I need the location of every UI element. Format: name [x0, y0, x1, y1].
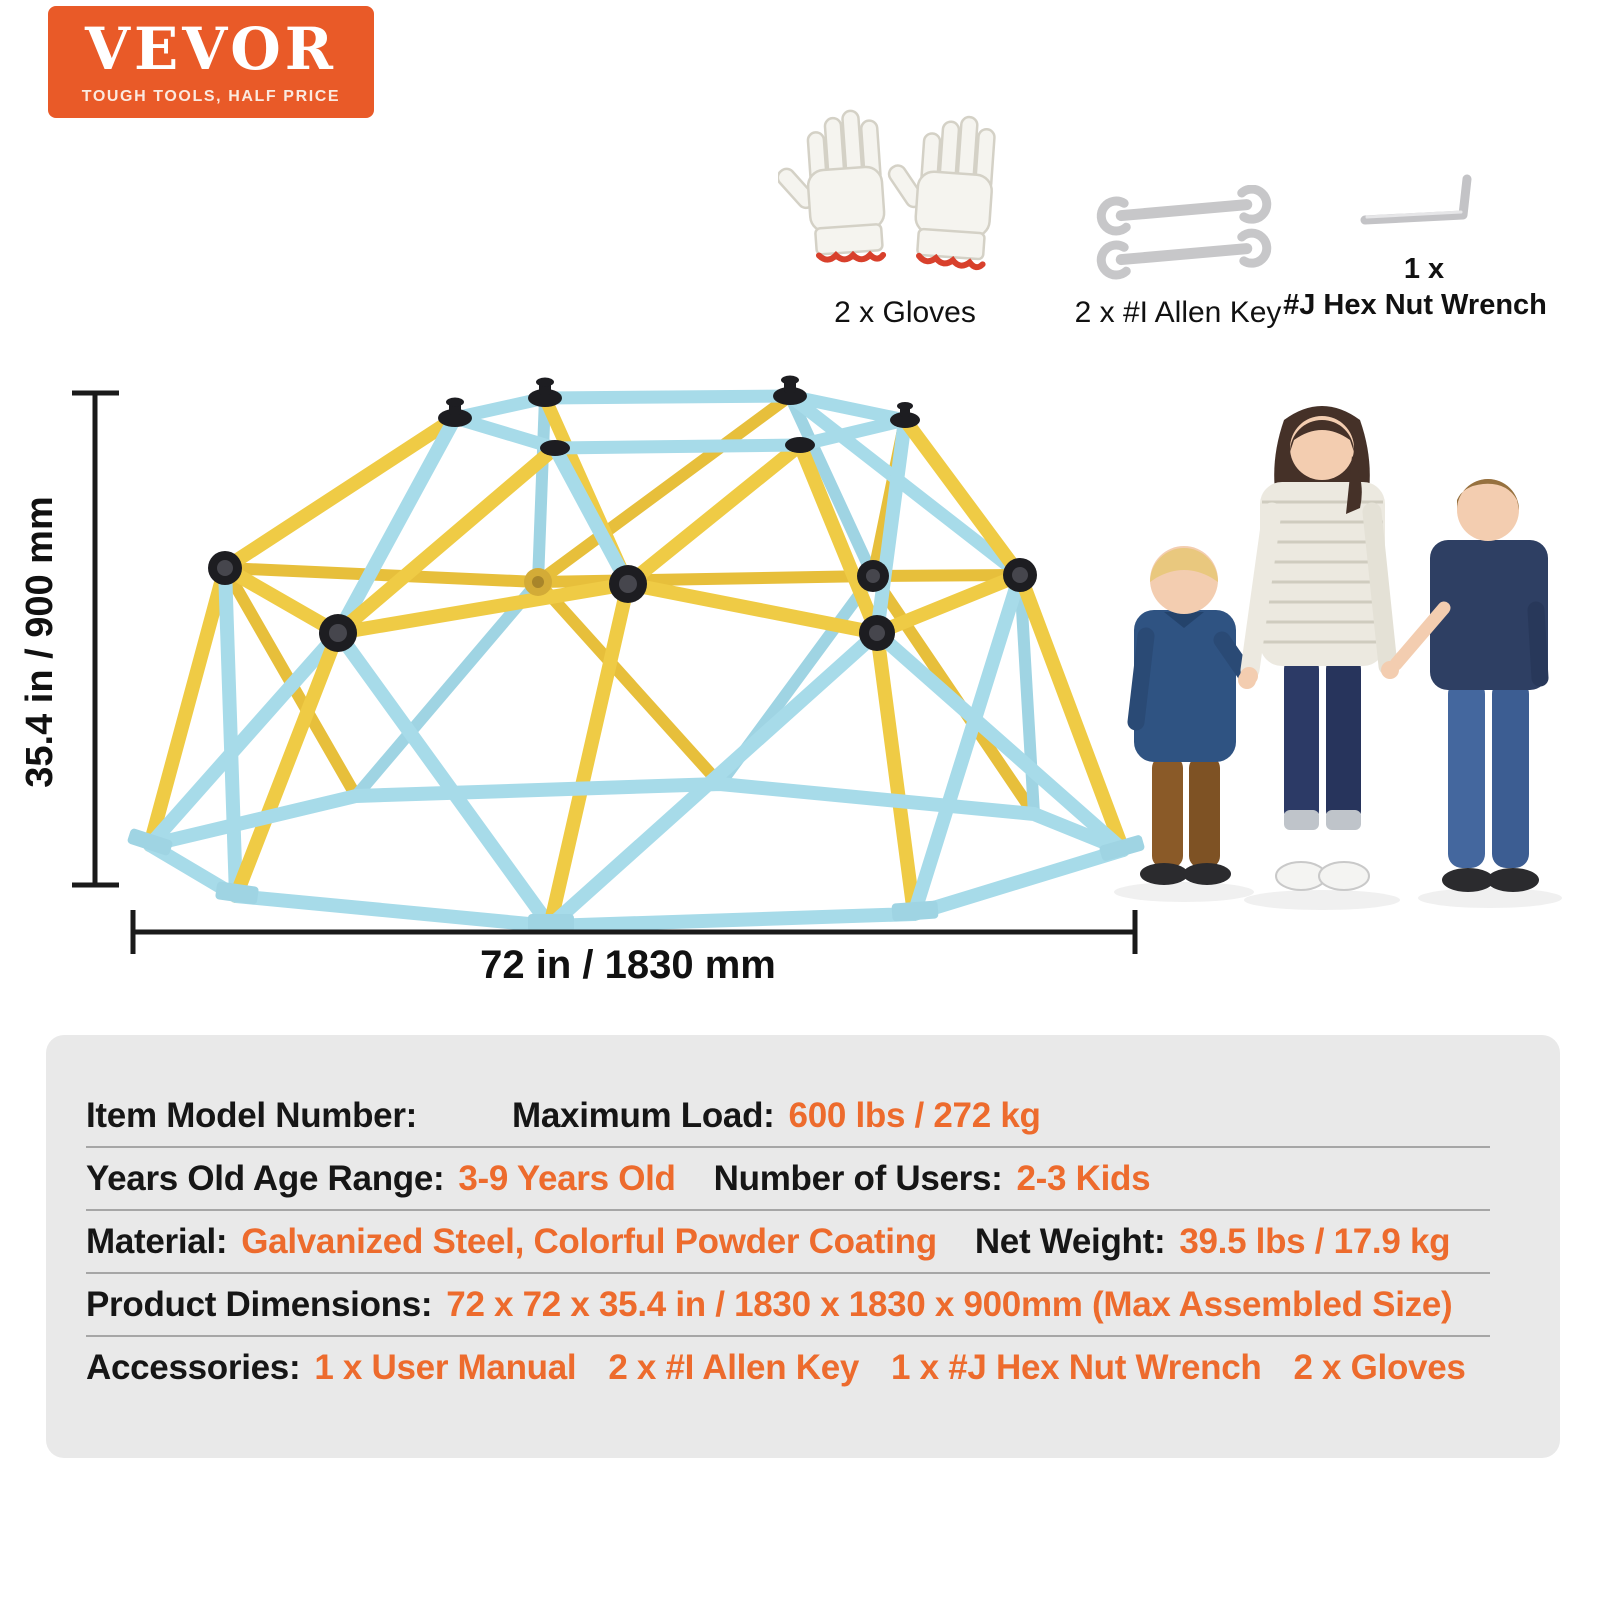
vevor-logo-text: VEVOR	[85, 15, 337, 83]
spec-divider	[86, 1335, 1490, 1337]
allen-key-icon	[1095, 185, 1275, 290]
spec-value-maximum-load: 600 lbs / 272 kg	[788, 1095, 1041, 1135]
vevor-logo-tagline: TOUGH TOOLS, HALF PRICE	[81, 88, 341, 105]
spec-row-material-weight	[86, 1211, 1548, 1272]
spec-value-age-range: 3-9 Years Old	[458, 1158, 676, 1198]
gloves-label: 2 x Gloves	[834, 296, 976, 329]
hex-nut-wrench-label: #J Hex Nut Wrench	[1283, 289, 1547, 321]
spec-value-product-dimensions: 72 x 72 x 35.4 in / 1830 x 1830 x 900mm (Max Assembled Size)	[446, 1284, 1453, 1324]
vevor-logo	[48, 6, 374, 118]
height-dimension-label: 35.4 in / 900 mm	[19, 496, 61, 788]
spec-divider	[86, 1209, 1490, 1211]
spec-value-hex-nut-wrench: 1 x #J Hex Nut Wrench	[891, 1347, 1262, 1387]
spec-row-age-users	[86, 1148, 1548, 1209]
allen-key-label: 2 x #I Allen Key	[1074, 296, 1282, 329]
width-dimension-label: 72 in / 1830 mm	[480, 943, 776, 987]
spec-label-net-weight: Net Weight:	[974, 1221, 1166, 1261]
spec-divider	[86, 1272, 1490, 1274]
spec-label-age-range: Years Old Age Range:	[86, 1158, 445, 1198]
spec-value-gloves: 2 x Gloves	[1293, 1347, 1466, 1387]
climbing-dome-illustration	[127, 376, 1146, 933]
spec-label-product-dimensions: Product Dimensions:	[86, 1284, 433, 1324]
gloves-icon	[778, 105, 1038, 305]
spec-value-allen-key: 2 x #I Allen Key	[608, 1347, 860, 1387]
spec-label-number-of-users: Number of Users:	[713, 1158, 1003, 1198]
spec-row-accessories	[86, 1337, 1548, 1398]
spec-label-item-model-number: Item Model Number:	[86, 1095, 418, 1135]
height-dimension	[72, 393, 119, 885]
spec-label-maximum-load: Maximum Load:	[512, 1095, 775, 1135]
spec-panel	[46, 1035, 1560, 1458]
product-diagram	[0, 360, 1600, 1020]
spec-divider	[86, 1146, 1490, 1148]
spec-value-net-weight: 39.5 lbs / 17.9 kg	[1179, 1221, 1451, 1261]
spec-value-user-manual: 1 x User Manual	[314, 1347, 577, 1387]
spec-label-accessories: Accessories:	[86, 1347, 301, 1387]
child-toddler	[1134, 546, 1256, 885]
children-illustration	[1114, 406, 1562, 910]
spec-label-material: Material:	[86, 1221, 228, 1261]
spec-value-material: Galvanized Steel, Colorful Powder Coating	[241, 1221, 937, 1261]
spec-row-model-load	[86, 1085, 1548, 1146]
spec-row-dimensions	[86, 1274, 1548, 1335]
spec-value-number-of-users: 2-3 Kids	[1016, 1158, 1151, 1198]
child-boy	[1396, 479, 1548, 892]
hex-nut-wrench-count: 1 x	[1403, 253, 1445, 285]
hex-nut-wrench-icon	[1355, 165, 1485, 235]
child-girl	[1240, 406, 1399, 890]
